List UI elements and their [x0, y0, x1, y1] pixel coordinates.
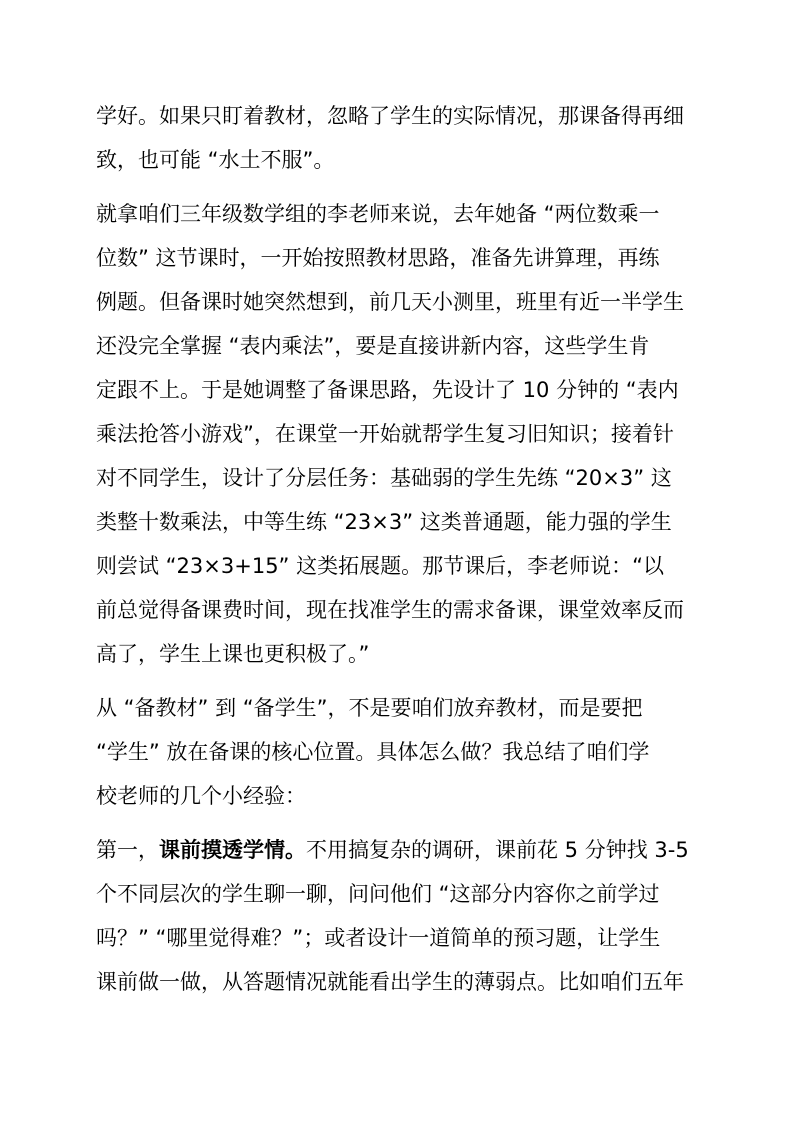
text-line: 则尝试 “23×3+15” 这类拓展题。那节课后，李老师说：“以 [96, 554, 664, 578]
text-line: 还没完全掌握 “表内乘法”，要是直接讲新内容，这些学生肯 [96, 334, 650, 358]
list-item-prefix: 第一， [96, 838, 159, 862]
text-line: 个不同层次的学生聊一聊，问问他们 “这部分内容你之前学过 [96, 882, 660, 906]
text-line: 例题。但备课时她突然想到，前几天小测里，班里有近一半学生 [96, 290, 684, 314]
text-line: 高了，学生上课也更积极了。” [96, 642, 370, 666]
text-line: 致，也可能 “水土不服”。 [96, 148, 335, 172]
text-line: 吗？” “哪里觉得难？”；或者设计一道简单的预习题，让学生 [96, 926, 661, 950]
document-body [96, 94, 706, 1014]
text-run: 不用搞复杂的调研，课前花 5 分钟找 3-5 [306, 838, 689, 862]
text-line: 类整十数乘法，中等生练 “23×3” 这类普通题，能力强的学生 [96, 510, 672, 534]
text-line: 学好。如果只盯着教材，忽略了学生的实际情况，那课备得再细 [96, 104, 684, 128]
bold-heading: 课前摸透学情。 [159, 838, 306, 862]
text-line: 定跟不上。于是她调整了备课思路，先设计了 10 分钟的 “表内 [96, 378, 679, 402]
text-line: 就拿咱们三年级数学组的李老师来说，去年她备 “两位数乘一 [96, 202, 660, 226]
text-line: 前总觉得备课费时间，现在找准学生的需求备课，课堂效率反而 [96, 598, 684, 622]
text-line: 课前做一做，从答题情况就能看出学生的薄弱点。比如咱们五年 [96, 970, 684, 994]
text-line: 乘法抢答小游戏”，在课堂一开始就帮学生复习旧知识；接着针 [96, 422, 674, 446]
text-line: 对不同学生，设计了分层任务：基础弱的学生先练 “20×3” 这 [96, 466, 672, 490]
text-line: 校老师的几个小经验： [96, 784, 306, 808]
text-line: “学生” 放在备课的核心位置。具体怎么做？我总结了咱们学 [96, 740, 650, 764]
text-line [96, 828, 706, 872]
paragraph [96, 686, 706, 818]
paragraph [96, 828, 706, 1004]
paragraph [96, 192, 706, 676]
text-line: 从 “备教材” 到 “备学生”，不是要咱们放弃教材，而是要把 [96, 696, 643, 720]
paragraph [96, 94, 706, 182]
text-line: 位数” 这节课时，一开始按照教材思路，准备先讲算理，再练 [96, 246, 660, 270]
